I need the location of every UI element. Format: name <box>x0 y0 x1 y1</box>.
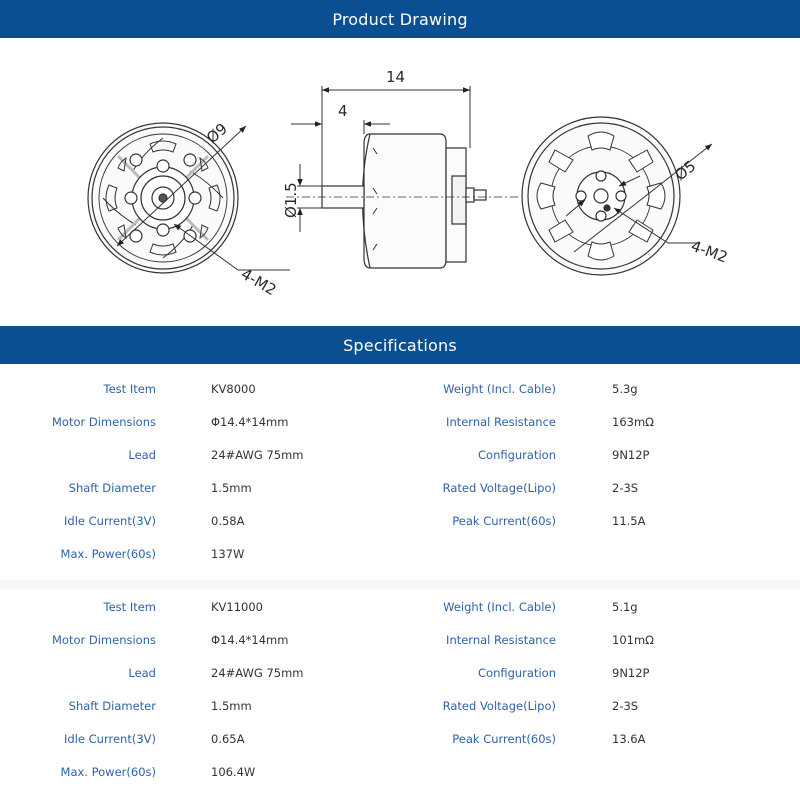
motor-drawing-svg <box>0 38 800 326</box>
spec-key: Rated Voltage(Lipo) <box>442 481 556 495</box>
spec-value: 5.3g <box>612 382 638 396</box>
spec-value: 163mΩ <box>612 415 654 429</box>
spec-key: Weight (Incl. Cable) <box>443 600 556 614</box>
spec-key: Motor Dimensions <box>51 415 156 429</box>
specifications-header <box>0 326 800 364</box>
spec-value: 1.5mm <box>211 699 252 713</box>
spec-value: 9N12P <box>612 448 650 462</box>
spec-value: 0.58A <box>211 514 245 528</box>
spec-value: 2-3S <box>612 481 639 495</box>
spec-key: Weight (Incl. Cable) <box>443 382 556 396</box>
spec-key: Max. Power(60s) <box>60 547 156 561</box>
spec-key: Idle Current(3V) <box>64 732 156 746</box>
spec-row <box>0 472 800 505</box>
spec-value: 24#AWG 75mm <box>211 666 304 680</box>
rear-screws-label: 4-M2 <box>688 236 730 267</box>
spec-key: Configuration <box>478 666 556 680</box>
overall-length-label: 14 <box>386 68 406 86</box>
spec-key: Lead <box>128 666 156 680</box>
spec-key: Max. Power(60s) <box>60 765 156 779</box>
spec-row <box>0 373 800 406</box>
technical-drawing <box>0 38 800 326</box>
spec-key: Lead <box>128 448 156 462</box>
spec-value: Φ14.4*14mm <box>211 415 289 429</box>
product-drawing-header <box>0 0 800 38</box>
side-view <box>322 134 486 268</box>
spec-row <box>0 505 800 538</box>
rear-mount-circle-label: Ø5 <box>671 156 700 185</box>
spec-value: 137W <box>211 547 245 561</box>
specifications-title: Specifications <box>343 335 457 355</box>
spec-value: 11.5A <box>612 514 646 528</box>
spec-key: Internal Resistance <box>446 415 556 429</box>
spec-table-kv8000 <box>0 372 800 580</box>
spec-key: Test Item <box>103 382 156 396</box>
front-screws-label: 4-M2 <box>238 264 280 300</box>
spec-row <box>0 406 800 439</box>
spec-key: Internal Resistance <box>446 633 556 647</box>
spec-key: Peak Current(60s) <box>452 514 556 528</box>
spec-key: Configuration <box>478 448 556 462</box>
shaft-diameter-label: Ø1.5 <box>282 182 300 218</box>
spec-key: Peak Current(60s) <box>452 732 556 746</box>
spec-row <box>0 690 800 723</box>
spec-value: 9N12P <box>612 666 650 680</box>
spec-row <box>0 624 800 657</box>
spec-row <box>0 591 800 624</box>
spec-row <box>0 439 800 472</box>
spec-value: 13.6A <box>612 732 646 746</box>
spec-key: Test Item <box>103 600 156 614</box>
front-mount-circle-label: Ø9 <box>203 119 231 148</box>
spec-key: Shaft Diameter <box>68 699 156 713</box>
spec-row <box>0 723 800 756</box>
spec-value: KV8000 <box>211 382 256 396</box>
spec-table-kv11000 <box>0 590 800 800</box>
spec-key: Shaft Diameter <box>68 481 156 495</box>
spec-key: Motor Dimensions <box>51 633 156 647</box>
spec-row <box>0 538 800 571</box>
spec-value: 5.1g <box>612 600 638 614</box>
rear-view <box>522 117 680 275</box>
spec-value: 0.65A <box>211 732 245 746</box>
shaft-length-label: 4 <box>338 102 348 120</box>
spec-key: Rated Voltage(Lipo) <box>442 699 556 713</box>
spec-value: KV11000 <box>211 600 263 614</box>
spec-block-divider <box>0 580 800 590</box>
spec-value: Φ14.4*14mm <box>211 633 289 647</box>
spec-value: 106.4W <box>211 765 256 779</box>
spec-key: Idle Current(3V) <box>64 514 156 528</box>
product-drawing-title: Product Drawing <box>332 9 468 29</box>
spec-value: 101mΩ <box>612 633 654 647</box>
spec-value: 1.5mm <box>211 481 252 495</box>
spec-row <box>0 756 800 789</box>
spec-value: 24#AWG 75mm <box>211 448 304 462</box>
spec-row <box>0 657 800 690</box>
spec-value: 2-3S <box>612 699 639 713</box>
